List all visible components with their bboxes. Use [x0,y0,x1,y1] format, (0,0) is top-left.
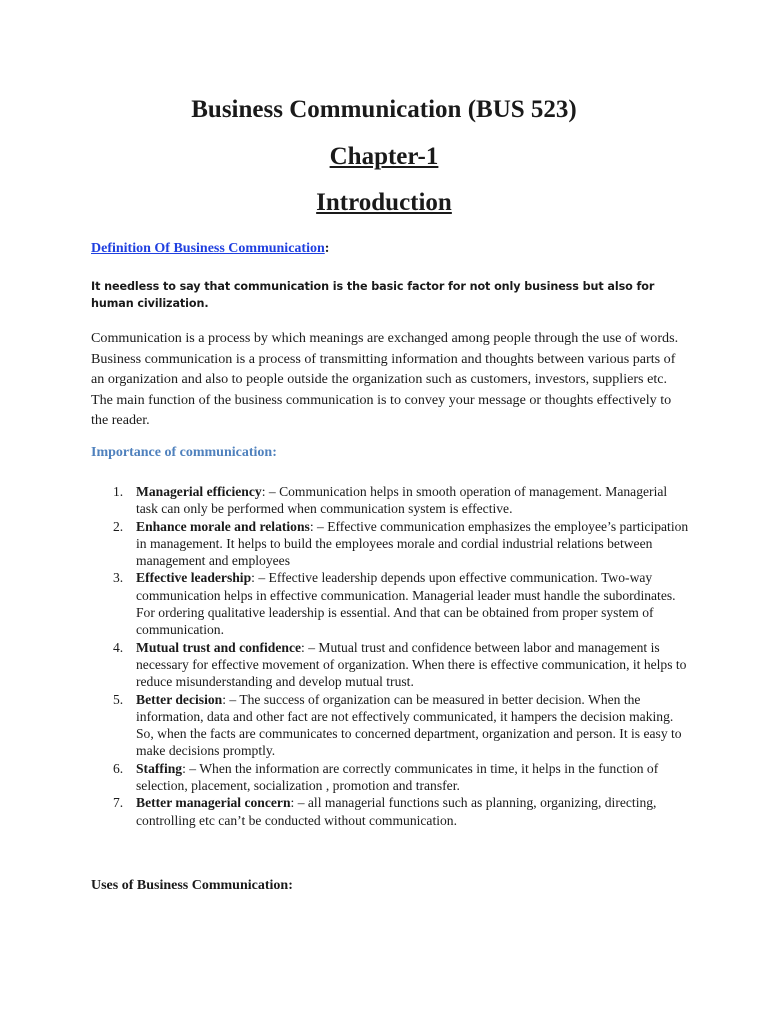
list-item-text: : – Mutual trust and confidence between labor and management is necessary for effective movement of organization. When there is effective communication, it helps to reduce misunderstanding and develop mutual trust. [136,639,687,690]
definition-heading [91,240,329,258]
list-item-number: 6. [113,760,124,776]
list-item-number: 1. [113,484,124,499]
list-item-text: : – When the information are correctly communicates in time, it helps in the function of selection, placement, socialization , promotion and transfer. [136,760,659,794]
chapter-heading: Chapter-1 [329,143,439,170]
list-item-term: Mutual trust and confidence [136,639,302,655]
page-title: Business Communication (BUS 523) [191,96,577,123]
list-item [91,794,691,829]
list-item [91,639,691,691]
list-item-number: 7. [113,795,124,811]
definition-heading-link[interactable]: Definition Of Business Communication [91,241,325,256]
section-heading: Introduction [316,189,452,216]
list-item-term: Enhance morale and relations [136,518,310,534]
definition-lead: It needless to say that communication is the basic factor for not only business but also for human civilization. [91,280,655,310]
list-item-term: Better managerial concern [136,795,291,811]
list-item [91,760,691,795]
definition-paragraph: Communication is a process by which meanings are exchanged among people through the use of words. Business communication is a process of transmitting information and thoughts between various parts of an organization and also to people outside the organization such as customers, investors, suppliers etc. The main function of the business communication is to convey your message or thoughts effectively to the reader. [91,330,679,429]
list-item [91,569,691,638]
list-item-number: 2. [113,518,124,534]
list-item [91,518,691,570]
list-item [91,483,691,518]
uses-heading: Uses of Business Communication: [91,878,293,893]
list-item-number: 3. [113,570,124,586]
list-item-text: : – all managerial functions such as planning, organizing, directing, controlling etc can’t be conducted without communication. [136,795,657,828]
list-item-term: Effective leadership [136,570,252,586]
definition-heading-colon: : [324,241,330,256]
list-item-number: 5. [113,691,124,707]
list-item-text: : – Communication helps in smooth operation of management. Managerial task can only be performed when communication system is effective. [136,484,668,517]
list-item-text: : – Effective leadership depends upon effective communication. Two-way communication helps in effective communication. Managerial leader must handle the subordinates. For ordering qualitative leadership is essential. And that can be obtained from proper system of communication. [136,570,676,638]
list-item-term: Better decision [136,691,223,707]
list-item [91,691,691,760]
list-item-text: : – Effective communication emphasizes the employee’s participation in management. It helps to build the employees morale and cordial industrial relations between management and employees [136,518,689,569]
list-item-term: Managerial efficiency [136,484,262,499]
list-item-number: 4. [113,639,124,655]
list-item-term: Staffing [136,760,183,776]
list-item-text: : – The success of organization can be measured in better decision. When the information, data and other fact are not effectively communicated, it hampers the decision making. So, when the facts are communicates to concerned department, organization and person. It is easy to make decisions promptly. [136,691,682,759]
importance-heading: Importance of communication: [91,445,277,460]
importance-list [91,483,691,829]
